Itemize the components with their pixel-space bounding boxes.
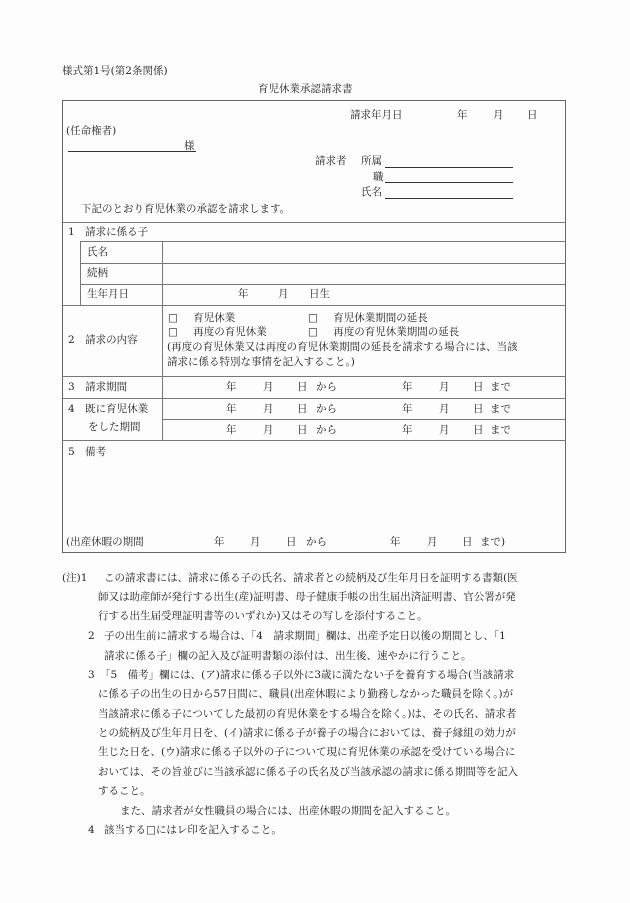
divider xyxy=(80,241,566,242)
appointing-authority-field[interactable] xyxy=(68,151,196,152)
prev2-to-day[interactable]: 日 xyxy=(473,424,484,436)
prev2-to-month[interactable]: 月 xyxy=(439,424,450,436)
option-label: 再度の育児休業期間の延長 xyxy=(333,326,460,338)
note3-line8: また、請求者が女性職員の場合には、出産休暇の期間を記入すること。 xyxy=(120,805,456,817)
maternity-to-month[interactable]: 月 xyxy=(427,536,438,548)
note3-head: 3 xyxy=(88,669,95,681)
period-to-year[interactable]: 年 xyxy=(402,381,413,393)
period-from-day[interactable]: 日 xyxy=(297,381,308,393)
note3-line4: との続柄及び生年月日を、(イ)請求に係る子が養子の場合においては、養子縁組の効力が xyxy=(98,727,516,739)
divider xyxy=(80,284,566,285)
birth-month[interactable]: 月 xyxy=(278,288,289,300)
period-from-month[interactable]: 月 xyxy=(263,381,274,393)
note2-head: 2 xyxy=(88,630,95,642)
note1-line3: 行する出生届受理証明書等のいずれか)又はその写しを添付すること。 xyxy=(98,610,428,622)
page-title: 育児休業承認請求書 xyxy=(258,83,353,95)
until-label: まで xyxy=(490,424,511,436)
checkbox-childcare-leave[interactable] xyxy=(168,312,235,325)
checkbox-icon[interactable]: □ xyxy=(168,312,178,324)
maternity-from-year[interactable]: 年 xyxy=(214,536,225,548)
period-to-day[interactable]: 日 xyxy=(473,381,484,393)
from-label: から xyxy=(316,403,337,415)
request-sentence: 下記のとおり育児休業の承認を請求します。 xyxy=(81,203,291,215)
section2-note-line1: (再度の育児休業又は再度の育児休業期間の延長を請求する場合には、当該 xyxy=(167,341,518,353)
appointing-authority-label: (任命権者) xyxy=(66,125,117,137)
note4-line1: 該当する□にはレ印を記入すること。 xyxy=(104,824,282,836)
section4-label-line2: をした期間 xyxy=(88,421,141,433)
section1-label: 1 請求に係る子 xyxy=(68,226,149,238)
prev1-to-day[interactable]: 日 xyxy=(473,403,484,415)
note3-line1: 「5 備考」欄には、(ア)請求に係る子以外に3歳に満たない子を養育する場合(当該請求 xyxy=(100,669,515,681)
name-label: 氏名 xyxy=(361,186,382,198)
child-relation-label: 続柄 xyxy=(87,267,108,279)
prev2-to-year[interactable]: 年 xyxy=(402,424,413,436)
note3-line2: に係る子の出生の日から57日間に、職員(出産休暇により勤務しなかった職員を除く。)が xyxy=(98,688,514,700)
until-label: まで xyxy=(490,403,511,415)
maternity-to-year[interactable]: 年 xyxy=(390,536,401,548)
divider xyxy=(80,241,81,305)
note3-line3: 当該請求に係る子についてした最初の育児休業をする場合を除く。)は、その氏名、請求者 xyxy=(98,708,517,720)
prev1-from-year[interactable]: 年 xyxy=(226,403,237,415)
section2-label: 2 請求の内容 xyxy=(68,334,138,346)
prev2-from-year[interactable]: 年 xyxy=(226,424,237,436)
child-name-field[interactable] xyxy=(164,243,564,262)
request-date-month[interactable]: 月 xyxy=(493,109,504,121)
prev1-from-month[interactable]: 月 xyxy=(263,403,274,415)
from-label: から xyxy=(306,536,327,548)
section2-note-line2: 請求に係る特別な事情を記入すること。) xyxy=(167,356,355,368)
from-label: から xyxy=(316,424,337,436)
requester-name-field[interactable] xyxy=(385,198,513,199)
divider xyxy=(62,222,566,223)
divider xyxy=(162,419,566,420)
prev1-to-year[interactable]: 年 xyxy=(402,403,413,415)
note2-line1: 子の出生前に請求する場合は、「4 請求期間」欄は、出産予定日以後の期間とし、「1 xyxy=(104,630,506,642)
note1-line1: この請求書には、請求に係る子の氏名、請求者との続柄及び生年月日を証明する書類(医 xyxy=(104,572,518,584)
position-label: 職 xyxy=(373,171,384,183)
checkbox-repeat-leave[interactable] xyxy=(168,326,267,339)
note2-line2: 請求に係る子」欄の記入及び証明書類の添付は、出生後、速やかに行うこと。 xyxy=(104,650,472,662)
prev2-from-month[interactable]: 月 xyxy=(263,424,274,436)
option-label: 再度の育児休業 xyxy=(193,326,267,338)
note1-head: (注)1 xyxy=(62,572,88,584)
checkbox-icon[interactable]: □ xyxy=(168,326,178,338)
affiliation-field[interactable] xyxy=(385,167,513,168)
checkbox-leave-extension[interactable] xyxy=(308,312,428,325)
birth-year[interactable]: 年 xyxy=(238,288,249,300)
until-label: まで xyxy=(490,381,511,393)
maternity-to-day[interactable]: 日 xyxy=(462,536,473,548)
request-date-day[interactable]: 日 xyxy=(527,109,538,121)
note3-line5: 生じた日を、(ウ)請求に係る子以外の子について現に育児休業の承認を受けている場合に xyxy=(98,746,516,758)
period-to-month[interactable]: 月 xyxy=(439,381,450,393)
request-date-label: 請求年月日 xyxy=(350,109,403,121)
divider xyxy=(62,398,566,399)
birth-day[interactable]: 日生 xyxy=(309,288,330,300)
prev2-from-day[interactable]: 日 xyxy=(297,424,308,436)
request-date-year[interactable]: 年 xyxy=(457,109,468,121)
divider xyxy=(62,305,566,306)
divider xyxy=(62,376,566,377)
note3-line6: おいては、その旨並びに当該承認に係る子の氏名及び当該承認の請求に係る期間等を記入 xyxy=(98,766,518,778)
child-birthdate-label: 生年月日 xyxy=(87,288,129,300)
maternity-from-day[interactable]: 日 xyxy=(286,536,297,548)
section3-label: 3 請求期間 xyxy=(68,381,128,393)
section5-label: 5 備考 xyxy=(68,446,107,458)
period-from-year[interactable]: 年 xyxy=(226,381,237,393)
position-field[interactable] xyxy=(385,182,513,183)
remarks-field[interactable] xyxy=(66,462,562,528)
form-number: 様式第1号(第2条関係) xyxy=(62,65,168,77)
requester-label: 請求者 xyxy=(315,155,347,167)
checkbox-icon[interactable]: □ xyxy=(308,326,318,338)
note4-head: 4 xyxy=(88,824,95,836)
maternity-from-month[interactable]: 月 xyxy=(250,536,261,548)
checkbox-repeat-extension[interactable] xyxy=(308,326,459,339)
note1-line2: 師又は助産師が発行する出生(産)証明書、母子健康手帳の出生届出済証明書、官公署が発 xyxy=(98,591,516,603)
sama-label: 様 xyxy=(184,140,195,152)
prev1-from-day[interactable]: 日 xyxy=(297,403,308,415)
note3-line7: すること。 xyxy=(98,785,151,797)
option-label: 育児休業 xyxy=(193,312,236,324)
child-relation-field[interactable] xyxy=(164,264,564,283)
prev1-to-month[interactable]: 月 xyxy=(439,403,450,415)
divider xyxy=(162,241,163,440)
child-name-label: 氏名 xyxy=(87,246,108,258)
maternity-suffix: まで) xyxy=(480,536,506,548)
checkbox-icon[interactable]: □ xyxy=(308,312,318,324)
section4-label-line1: 4 既に育児休業 xyxy=(68,403,149,415)
maternity-prefix: (出産休暇の期間 xyxy=(66,536,144,548)
affiliation-label: 所属 xyxy=(361,155,382,167)
from-label: から xyxy=(316,381,337,393)
divider xyxy=(62,440,566,441)
option-label: 育児休業期間の延長 xyxy=(333,312,428,324)
